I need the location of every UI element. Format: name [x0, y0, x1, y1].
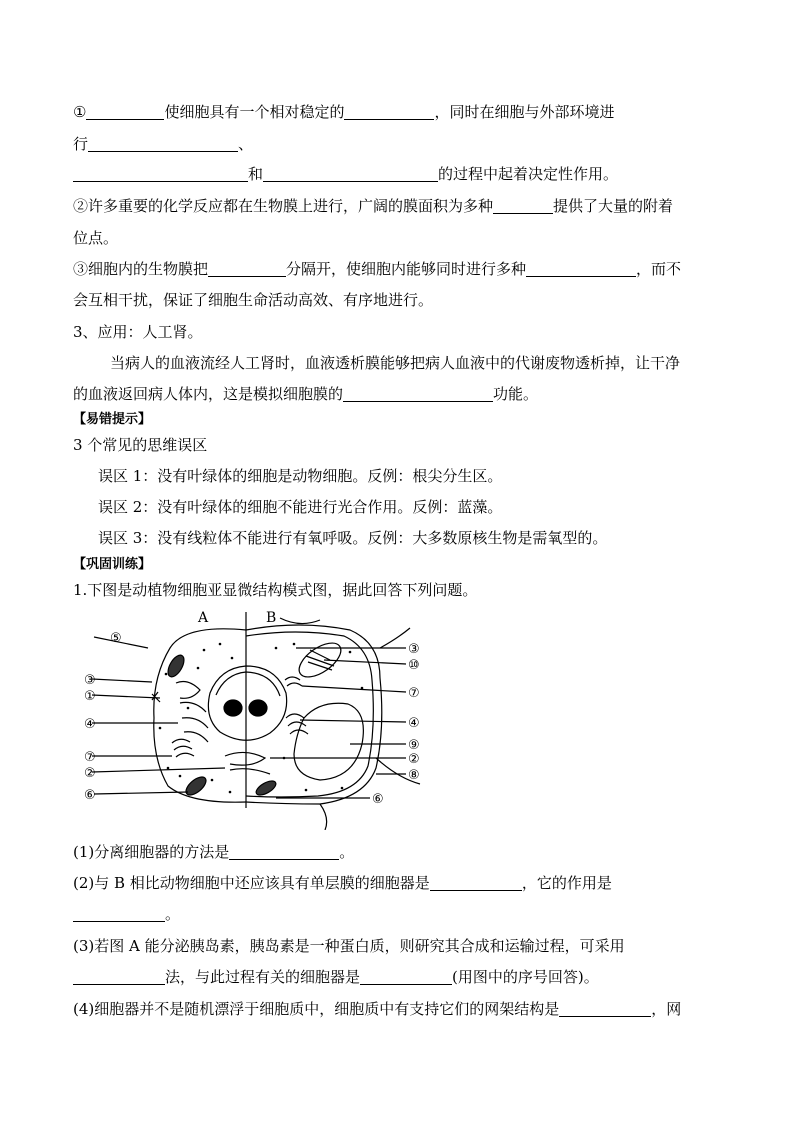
left-label: ⑦ [84, 750, 96, 765]
right-label: ④ [408, 716, 420, 731]
answer-blank[interactable] [73, 905, 165, 922]
text: ③细胞内的生物膜把 [73, 260, 209, 278]
para-1-line-1 [73, 102, 614, 122]
cell-structure-diagram [80, 608, 440, 830]
tips-heading: 【易错提示】 [73, 412, 152, 427]
nucleolus [224, 700, 242, 716]
neighbor-wall [320, 804, 327, 830]
mitochondrion [183, 774, 209, 799]
text: ，网 [651, 1000, 682, 1018]
left-label: ① [84, 689, 96, 704]
text: 的血液返回病人体内，这是模拟细胞膜的 [73, 385, 344, 403]
left-label: ② [84, 766, 96, 781]
text: 行 [73, 135, 89, 153]
tip-item-2: 误区 2：没有叶绿体的细胞不能进行光合作用。反例：蓝藻。 [98, 498, 503, 516]
neighbor-wall [280, 618, 320, 624]
text: ②许多重要的化学反应都在生物膜上进行，广阔的膜面积为多种 [73, 197, 494, 215]
subquestion-1 [73, 842, 354, 862]
mitochondrion [254, 778, 278, 798]
subquestion-2-line-2 [73, 904, 180, 924]
left-label: ⑥ [84, 788, 96, 803]
tip-item-1: 误区 1：没有叶绿体的细胞是动物细胞。反例：根尖分生区。 [98, 467, 503, 485]
answer-blank[interactable] [73, 165, 248, 182]
subquestion-4-line-1 [73, 999, 681, 1019]
centriole [152, 692, 160, 702]
text: 。 [339, 843, 355, 861]
para-1-line-2 [73, 134, 253, 154]
right-label: ⑦ [408, 686, 420, 701]
section-3-para-line-2 [73, 384, 538, 404]
text: 提供了大量的附着 [553, 197, 674, 215]
text: 和 [248, 165, 264, 183]
text: ，而不 [636, 260, 682, 278]
section-3-title: 3、应用：人工肾。 [73, 323, 203, 341]
tip-item-3: 误区 3：没有线粒体不能进行有氧呼吸。反例：大多数原核生物是需氧型的。 [98, 529, 608, 547]
right-label: ⑨ [408, 738, 420, 753]
para-2-line-2 [73, 228, 118, 248]
text: (2)与 B 相比动物细胞中还应该具有单层膜的细胞器是 [73, 874, 430, 892]
right-label: ⑥ [372, 792, 384, 807]
text: (用图中的序号回答)。 [452, 968, 599, 986]
answer-blank[interactable] [229, 843, 339, 860]
text: 使细胞具有一个相对稳定的 [164, 103, 345, 121]
right-label: ② [408, 752, 420, 767]
circled-number: ① [73, 103, 87, 121]
vacuole [294, 703, 363, 780]
text: (1)分离细胞器的方法是 [73, 843, 230, 861]
practice-heading: 【巩固训练】 [73, 557, 152, 572]
answer-blank[interactable] [360, 968, 452, 985]
chloroplast [293, 636, 346, 683]
nucleolus [249, 700, 267, 716]
subquestion-3-line-1: (3)若图 A 能分泌胰岛素，胰岛素是一种蛋白质，则研究其合成和运输过程，可采用 [73, 937, 625, 955]
neighbor-wall [380, 628, 410, 648]
left-label: ④ [84, 717, 96, 732]
answer-blank[interactable] [493, 197, 553, 214]
golgi-apparatus [285, 677, 302, 686]
right-label: ⑧ [408, 768, 420, 783]
diagram-label-b: B [266, 610, 277, 626]
text: ，它的作用是 [521, 874, 612, 892]
left-label: ⑤ [110, 631, 122, 646]
nuclear-envelope [216, 672, 280, 696]
text: 。 [165, 905, 181, 923]
answer-blank[interactable] [263, 165, 438, 182]
diagram-label-a: A [198, 610, 209, 626]
text: 位点。 [73, 229, 119, 247]
para-2-line-1 [73, 196, 673, 216]
right-label: ⑩ [408, 658, 420, 673]
text: 分隔开，使细胞内能够同时进行多种 [286, 260, 527, 278]
text: 、 [238, 135, 254, 153]
question-1-title: 1.下图是动植物细胞亚显微结构模式图，据此回答下列问题。 [73, 581, 478, 599]
text: (4)细胞器并不是随机漂浮于细胞质中，细胞质中有支持它们的网架结构是 [73, 1000, 560, 1018]
answer-blank[interactable] [430, 874, 522, 891]
text: 会互相干扰，保证了细胞生命活动高效、有序地进行。 [73, 291, 434, 309]
answer-blank[interactable] [343, 385, 493, 402]
left-label: ③ [84, 673, 96, 688]
para-3-line-1 [73, 259, 681, 279]
right-label: ③ [408, 642, 420, 657]
golgi-apparatus [172, 739, 194, 757]
answer-blank[interactable] [344, 103, 434, 120]
endoplasmic-reticulum [176, 682, 208, 742]
answer-blank[interactable] [88, 135, 238, 152]
endoplasmic-reticulum [225, 752, 270, 774]
text: 功能。 [493, 385, 539, 403]
text: ，同时在细胞与外部环境进 [434, 103, 615, 121]
answer-blank[interactable] [208, 260, 286, 277]
answer-blank[interactable] [559, 1000, 651, 1017]
mitochondrion [165, 653, 187, 680]
section-3-para-line-1: 当病人的血液流经人工肾时，血液透析膜能够把病人血液中的代谢废物透析掉，让干净 [110, 354, 681, 372]
text: 的过程中起着决定性作用。 [438, 165, 619, 183]
text: 法，与此过程有关的细胞器是 [165, 968, 361, 986]
answer-blank[interactable] [73, 968, 165, 985]
para-1-line-3 [73, 164, 618, 184]
subquestion-3-line-2 [73, 967, 599, 987]
subquestion-2-line-1 [73, 873, 612, 893]
para-3-line-2 [73, 290, 433, 310]
answer-blank[interactable] [526, 260, 636, 277]
tips-title: 3 个常见的思维误区 [73, 436, 208, 454]
answer-blank[interactable] [86, 103, 164, 120]
nucleus [208, 666, 286, 740]
